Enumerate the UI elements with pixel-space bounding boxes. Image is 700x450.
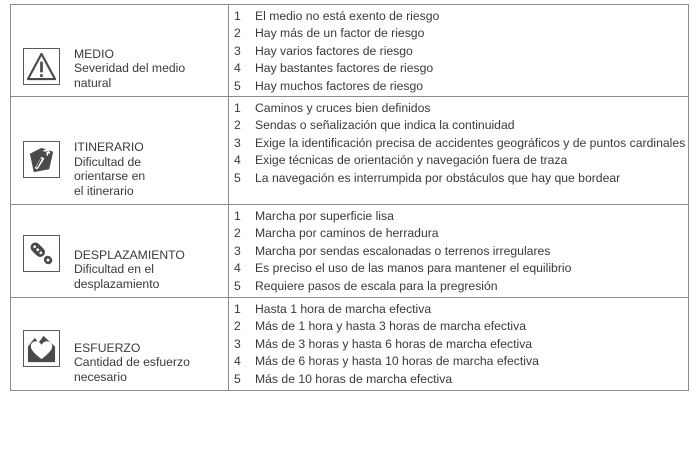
category-cell-desplazamiento (11, 205, 229, 298)
level-item (234, 301, 688, 318)
level-number: 5 (234, 78, 241, 93)
levels-cell-itinerario (229, 97, 689, 205)
level-number: 1 (234, 302, 241, 316)
level-item (234, 78, 688, 95)
level-number: 4 (234, 261, 241, 276)
level-item (234, 60, 688, 77)
category-cell-medio (11, 5, 229, 97)
level-item (234, 371, 688, 388)
level-text: Caminos y cruces bien definidos (255, 101, 431, 115)
level-item (234, 152, 688, 169)
level-number: 5 (234, 278, 241, 293)
level-text: Marcha por sendas escalonadas o terrenos irregulares (255, 243, 551, 258)
level-text: Más de 6 horas y hasta 10 horas de marcha efectiva (255, 354, 539, 369)
level-text: Hay muchos factores de riesgo (255, 78, 423, 93)
level-number: 2 (234, 26, 241, 41)
level-item (234, 353, 688, 370)
level-number: 1 (234, 209, 241, 223)
level-text: Hasta 1 hora de marcha efectiva (255, 302, 432, 316)
category-subtitle: Cantidad de esfuerzo necesario (74, 355, 190, 385)
level-number: 3 (234, 43, 241, 58)
level-item (234, 278, 688, 295)
level-number: 2 (234, 226, 241, 241)
level-text: La navegación es interrumpida por obstáculos que hay que bordear (255, 170, 621, 185)
category-cell-itinerario (11, 97, 229, 205)
level-number: 4 (234, 153, 241, 168)
level-item (234, 243, 688, 260)
compass-map-icon (23, 141, 60, 178)
category-cell-esfuerzo (11, 298, 229, 391)
level-item (234, 117, 688, 134)
level-text: Más de 3 horas y hasta 6 horas de marcha efectiva (255, 336, 533, 351)
category-title: DESPLAZAMIENTO (74, 247, 185, 262)
level-item (234, 260, 688, 277)
level-text: Hay más de un factor de riesgo (255, 26, 425, 41)
level-item (234, 208, 688, 225)
level-item (234, 225, 688, 242)
table-row-desplazamiento (11, 205, 689, 298)
boot-sole-icon (23, 235, 60, 272)
level-text: Requiere pasos de escala para la pregresión (255, 278, 498, 293)
level-number: 3 (234, 243, 241, 258)
levels-cell-esfuerzo (229, 298, 689, 391)
category-subtitle: Severidad del medio natural (74, 61, 186, 91)
category-title: ITINERARIO (74, 139, 144, 154)
level-number: 2 (234, 319, 241, 334)
level-number: 4 (234, 354, 241, 369)
heart-mountain-icon (23, 330, 60, 367)
level-item (234, 318, 688, 335)
levels-cell-desplazamiento (229, 205, 689, 298)
level-number: 5 (234, 371, 241, 386)
level-text: Hay varios factores de riesgo (255, 43, 413, 58)
level-number: 3 (234, 135, 241, 150)
level-text: Hay bastantes factores de riesgo (255, 61, 434, 76)
level-text: El medio no está exento de riesgo (255, 9, 440, 23)
levels-cell-medio (229, 5, 689, 97)
warning-triangle-icon (23, 48, 60, 85)
level-text: Marcha por caminos de herradura (255, 226, 439, 241)
level-item (234, 170, 688, 187)
level-text: Exige técnicas de orientación y navegación fuera de traza (255, 153, 568, 168)
level-text: Es preciso el uso de las manos para mantener el equilibrio (255, 261, 572, 276)
level-item (234, 135, 688, 152)
level-number: 1 (234, 9, 241, 23)
level-text: Sendas o señalización que indica la continuidad (255, 118, 515, 133)
category-title: ESFUERZO (74, 340, 141, 355)
category-subtitle: Dificultad en el desplazamiento (74, 262, 160, 292)
category-title: MEDIO (74, 46, 114, 61)
mide-table (10, 4, 689, 391)
table-row-esfuerzo (11, 298, 689, 391)
level-text: Más de 10 horas de marcha efectiva (255, 371, 453, 386)
level-item (234, 336, 688, 353)
table-row-itinerario (11, 97, 689, 205)
category-subtitle: Dificultad de orientarse en el itinerario (74, 154, 146, 199)
level-text: Exige la identificación precisa de accidentes geográficos y de puntos cardinales (255, 135, 686, 150)
level-number: 3 (234, 336, 241, 351)
level-number: 2 (234, 118, 241, 133)
level-item (234, 43, 688, 60)
level-number: 4 (234, 61, 241, 76)
level-item (234, 8, 688, 25)
level-number: 5 (234, 170, 241, 185)
level-text: Más de 1 hora y hasta 3 horas de marcha efectiva (255, 319, 526, 334)
level-text: Marcha por superficie lisa (255, 209, 394, 223)
table-row-medio (11, 5, 689, 97)
level-item (234, 25, 688, 42)
level-number: 1 (234, 101, 241, 115)
level-item (234, 100, 688, 117)
